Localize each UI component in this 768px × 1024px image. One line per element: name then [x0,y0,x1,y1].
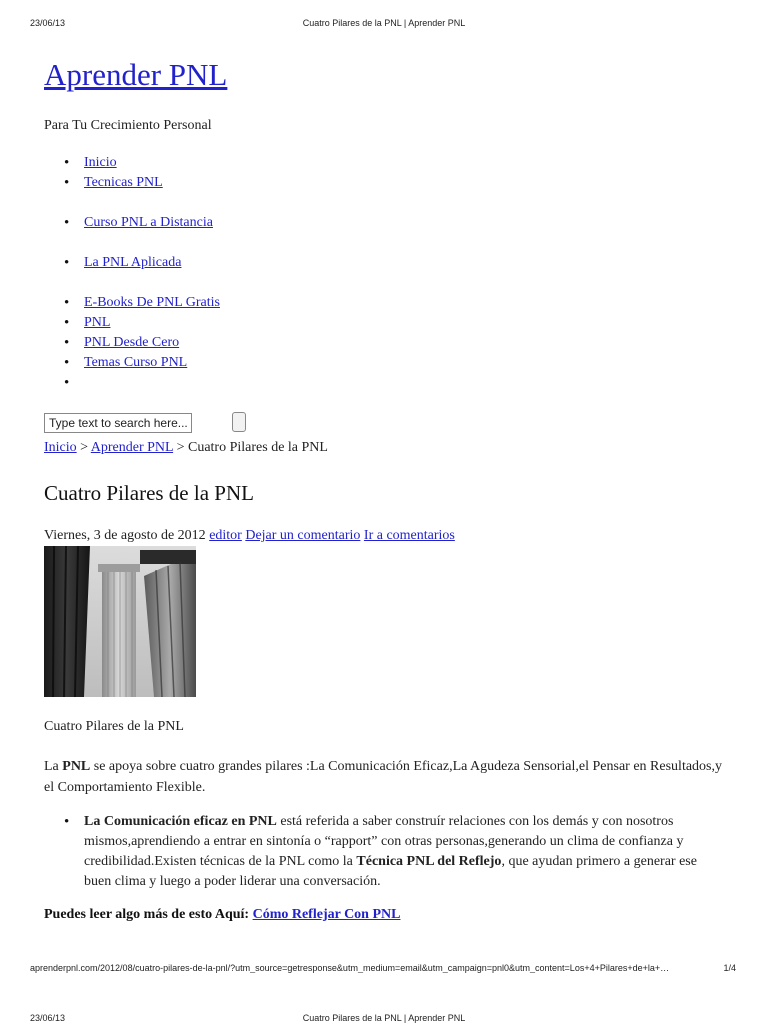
print-url: aprenderpnl.com/2012/08/cuatro-pilares-de-la-pnl/?utm_source=getresponse&utm_medium=email&utm_campaign=pnl0&utm_content=Los+4+Pilares+de+la+… [30,963,670,973]
pillars-image [44,546,196,697]
site-title-link[interactable]: Aprender PNL [44,57,228,92]
nav-item-ebooks [44,293,220,313]
breadcrumb-category[interactable]: Aprender PNL [90,440,174,455]
site-title [44,57,227,93]
pillars-photo [44,546,196,697]
breadcrumb-home[interactable]: Inicio [44,440,77,455]
read-more [44,907,400,923]
post-date: Viernes, 3 de agosto de 2012 [44,528,206,543]
list-item [44,812,724,892]
next-print-title: Cuatro Pilares de la PNL | Aprender PNL [302,1013,466,1023]
bullet-text-a: está referida a saber construír relaciones con los demás y con nosotros mismos,aprendiendo a entrar en sintonía o “rapport” con otras personas,generando un clima de confianza y credibilidad.Existen técnicas de la PNL como la [84,814,684,869]
nav-link-curso-distancia[interactable]: Curso PNL a Distancia [84,215,213,230]
nav-item-inicio [44,153,220,173]
nav-item-pnl [44,313,220,333]
bullet-bold-technique: Técnica PNL del Reflejo [356,854,502,869]
search-button[interactable] [232,412,246,432]
breadcrumb [44,440,328,456]
print-page-number: 1/4 [723,963,736,973]
nav-item-pnl-aplicada [44,253,220,273]
intro-text-b: se apoya sobre cuatro grandes pilares :La Comunicación Eficaz,La Agudeza Sensorial,el Pensar en Resultados,y el Comportamiento Flexible. [44,759,722,795]
nav-item-empty [44,373,220,393]
post-author-link[interactable]: editor [209,528,242,543]
nav-link-desde-cero[interactable]: PNL Desde Cero [84,335,180,350]
read-more-link[interactable]: Cómo Reflejar Con PNL [252,907,401,922]
next-print-date: 23/06/13 [30,1013,66,1023]
image-caption: Cuatro Pilares de la PNL [44,719,184,734]
nav-item-temas [44,353,220,373]
nav-link-temas[interactable]: Temas Curso PNL [84,355,188,370]
nav-link-pnl[interactable]: PNL [84,315,111,330]
breadcrumb-separator: > [76,440,91,455]
nav-link-pnl-aplicada[interactable]: La PNL Aplicada [84,255,182,270]
leave-comment-link[interactable]: Dejar un comentario [245,528,361,543]
search-form [44,413,192,433]
nav-link-tecnicas[interactable]: Tecnicas PNL [84,175,163,190]
nav-item-desde-cero [44,333,220,353]
bullet-text-b: , que ayudan primero a generar ese buen clima y luego a poder liderar una conversación. [84,854,697,889]
intro-paragraph [44,756,724,798]
intro-text-a: La [44,759,63,774]
nav-link-ebooks[interactable]: E-Books De PNL Gratis [84,295,220,310]
nav-link-inicio[interactable]: Inicio [84,155,117,170]
site-tagline: Para Tu Crecimiento Personal [44,118,212,133]
post-title: Cuatro Pilares de la PNL [44,481,254,505]
post-meta [44,528,455,544]
breadcrumb-separator: > [173,440,188,455]
main-nav [44,153,220,393]
read-more-label: Puedes leer algo más de esto Aquí: [44,907,253,922]
go-to-comments-link[interactable]: Ir a comentarios [363,528,455,543]
bullet-bold: La Comunicación eficaz en PNL [84,814,277,829]
print-date: 23/06/13 [30,18,66,28]
nav-item-tecnicas [44,173,220,193]
nav-item-curso-distancia [44,213,220,233]
print-title: Cuatro Pilares de la PNL | Aprender PNL [302,18,466,28]
breadcrumb-current: Cuatro Pilares de la PNL [187,440,328,455]
pillars-list [44,812,724,892]
search-input[interactable] [44,413,192,433]
intro-bold: PNL [62,759,91,774]
